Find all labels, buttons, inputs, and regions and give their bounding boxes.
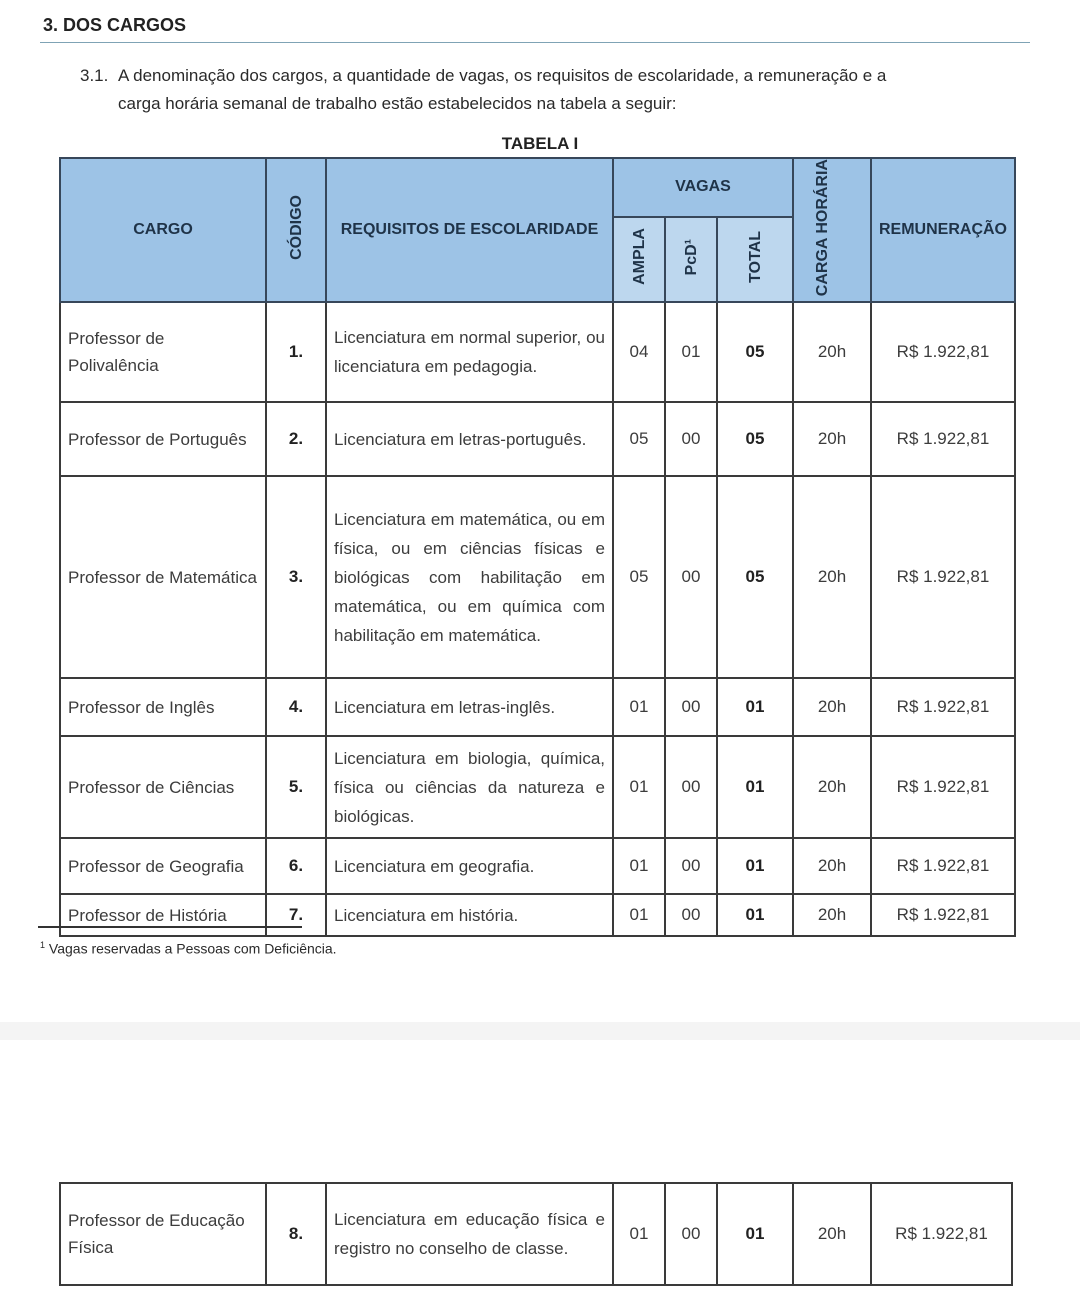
header-requisitos: REQUISITOS DE ESCOLARIDADE: [326, 158, 613, 302]
carga-horaria-cell: 20h: [793, 302, 871, 402]
table-row: [60, 678, 1015, 736]
header-total-label: TOTAL: [746, 230, 764, 283]
remuneracao-cell: R$ 1.922,81: [871, 1183, 1012, 1285]
codigo-cell: 1.: [266, 302, 326, 402]
remuneracao-cell: R$ 1.922,81: [871, 402, 1015, 476]
pcd-cell: 00: [665, 476, 717, 678]
total-cell: 05: [717, 302, 793, 402]
codigo-cell: 7.: [266, 894, 326, 936]
table-body-continued: [60, 1183, 1012, 1285]
requisitos-cell: Licenciatura em biologia, química, física ou ciências da natureza e biológicas.: [326, 736, 613, 838]
table-row: [60, 476, 1015, 678]
requisitos-cell: Licenciatura em normal superior, ou licenciatura em pedagogia.: [326, 302, 613, 402]
footnote: [40, 940, 337, 957]
table-row: [60, 838, 1015, 894]
ampla-cell: 01: [613, 838, 665, 894]
ampla-cell: 01: [613, 894, 665, 936]
header-ampla: [613, 217, 665, 303]
ampla-cell: 05: [613, 476, 665, 678]
ampla-cell: 04: [613, 302, 665, 402]
carga-horaria-cell: 20h: [793, 1183, 871, 1285]
pcd-cell: 00: [665, 678, 717, 736]
total-cell: 05: [717, 476, 793, 678]
remuneracao-cell: R$ 1.922,81: [871, 894, 1015, 936]
header-codigo-label: CÓDIGO: [287, 195, 305, 261]
requisitos-cell: Licenciatura em educação física e registro no conselho de classe.: [326, 1183, 613, 1285]
header-ampla-label: AMPLA: [630, 228, 648, 286]
footnote-text: Vagas reservadas a Pessoas com Deficiência.: [48, 940, 337, 957]
remuneracao-cell: R$ 1.922,81: [871, 476, 1015, 678]
carga-horaria-cell: 20h: [793, 678, 871, 736]
remuneracao-cell: R$ 1.922,81: [871, 838, 1015, 894]
pcd-cell: 00: [665, 894, 717, 936]
total-cell: 05: [717, 402, 793, 476]
intro-paragraph: [80, 62, 1040, 118]
header-cargo: CARGO: [60, 158, 266, 302]
total-cell: 01: [717, 678, 793, 736]
carga-horaria-cell: 20h: [793, 838, 871, 894]
codigo-cell: 5.: [266, 736, 326, 838]
header-codigo: [266, 158, 326, 302]
carga-horaria-cell: 20h: [793, 736, 871, 838]
paragraph-text-line2: carga horária semanal de trabalho estão estabelecidos na tabela a seguir:: [118, 94, 677, 113]
cargos-table-continued: [59, 1182, 1013, 1286]
paragraph-text-line1: A denominação dos cargos, a quantidade de vagas, os requisitos de escolaridade, a remuneração e a: [118, 66, 887, 85]
cargo-cell: Professor de Inglês: [60, 678, 266, 736]
pcd-cell: 00: [665, 402, 717, 476]
header-carga-horaria: [793, 158, 871, 302]
table-caption: TABELA I: [501, 134, 579, 153]
pcd-cell: 00: [665, 838, 717, 894]
codigo-cell: 2.: [266, 402, 326, 476]
cargo-cell: Professor de Matemática: [60, 476, 266, 678]
remuneracao-cell: R$ 1.922,81: [871, 678, 1015, 736]
cargo-cell: Professor de História: [60, 894, 266, 936]
pcd-cell: 01: [665, 302, 717, 402]
cargo-cell: Professor de Ciências: [60, 736, 266, 838]
header-vagas: VAGAS: [613, 158, 793, 217]
ampla-cell: 05: [613, 402, 665, 476]
total-cell: 01: [717, 736, 793, 838]
table-row: [60, 894, 1015, 936]
header-pcd: [665, 217, 717, 303]
ampla-cell: 01: [613, 736, 665, 838]
carga-horaria-cell: 20h: [793, 894, 871, 936]
ampla-cell: 01: [613, 1183, 665, 1285]
pcd-cell: 00: [665, 736, 717, 838]
footnote-marker: 1: [40, 940, 46, 950]
cargo-cell: Professor de Polivalência: [60, 302, 266, 402]
total-cell: 01: [717, 838, 793, 894]
footnote-divider: [38, 926, 302, 928]
total-cell: 01: [717, 894, 793, 936]
codigo-cell: 8.: [266, 1183, 326, 1285]
cargo-cell: Professor de Geografia: [60, 838, 266, 894]
total-cell: 01: [717, 1183, 793, 1285]
header-carga-label: CARGA HORÁRIA: [814, 159, 831, 297]
codigo-cell: 6.: [266, 838, 326, 894]
header-pcd-label: PcD¹: [682, 238, 700, 276]
carga-horaria-cell: 20h: [793, 476, 871, 678]
section-divider: [40, 42, 1030, 43]
cargo-cell: Professor de Português: [60, 402, 266, 476]
requisitos-cell: Licenciatura em matemática, ou em física, ou em ciências físicas e biológicas com habilitação em matemática, ou em química com habilitação em matemática.: [326, 476, 613, 678]
carga-horaria-cell: 20h: [793, 402, 871, 476]
table-row: [60, 736, 1015, 838]
header-total: [717, 217, 793, 303]
requisitos-cell: Licenciatura em letras-inglês.: [326, 678, 613, 736]
remuneracao-cell: R$ 1.922,81: [871, 736, 1015, 838]
ampla-cell: 01: [613, 678, 665, 736]
table-row: [60, 302, 1015, 402]
remuneracao-cell: R$ 1.922,81: [871, 302, 1015, 402]
requisitos-cell: Licenciatura em letras-português.: [326, 402, 613, 476]
paragraph-number: 3.1.: [80, 66, 109, 85]
table-body: [60, 302, 1015, 936]
header-remuneracao: REMUNERAÇÃO: [871, 158, 1015, 302]
table-row: [60, 402, 1015, 476]
page-break: [0, 1022, 1080, 1040]
section-title: 3. DOS CARGOS: [43, 15, 187, 35]
requisitos-cell: Licenciatura em geografia.: [326, 838, 613, 894]
cargos-table: [59, 157, 1016, 937]
cargo-cell: Professor de Educação Física: [60, 1183, 266, 1285]
codigo-cell: 4.: [266, 678, 326, 736]
codigo-cell: 3.: [266, 476, 326, 678]
table-row: [60, 1183, 1012, 1285]
requisitos-cell: Licenciatura em história.: [326, 894, 613, 936]
pcd-cell: 00: [665, 1183, 717, 1285]
